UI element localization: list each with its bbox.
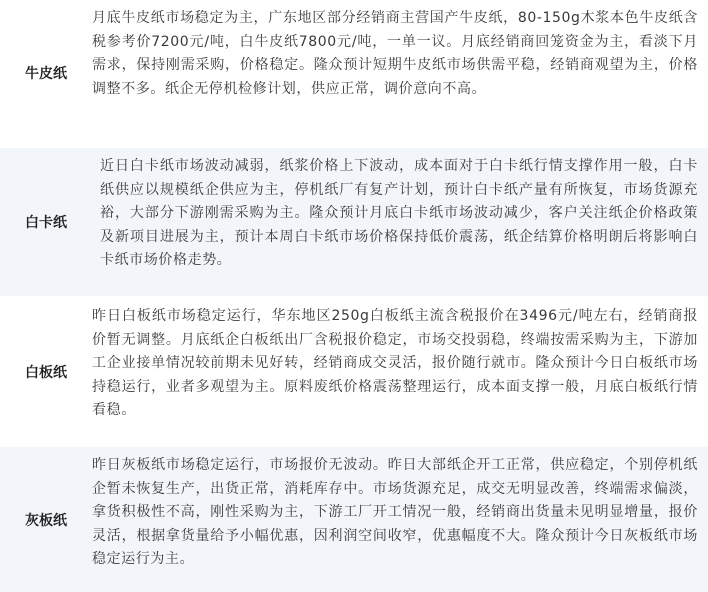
- row-text: 近日白卡纸市场波动减弱，纸浆价格上下波动，成本面对于白卡纸行情支撑作用一般，白卡纸供应以规模纸企供应为主，停机纸厂有复产计划，预计白卡纸产量有所恢复，市场货源充裕，大部分下游刚需采购为主。隆众预计月底白卡纸市场波动减少，客户关注纸企价格政策及新项目进展为主，预计本周白卡纸市场价格保持低价震荡，纸企结算价格明朗后将影响白卡纸市场价格走势。: [100, 158, 698, 269]
- row-label: 灰板纸: [25, 512, 67, 529]
- table-row-gray-board-paper: [0, 447, 708, 592]
- row-text: 月底牛皮纸市场稳定为主，广东地区部分经销商主营国产牛皮纸，80-150g木浆本色牛皮纸含税参考价7200元/吨，白牛皮纸7800元/吨，一单一议。月底经销商回笼资金为主，看淡下月需求，保持刚需采购，价格稳定。隆众预计短期牛皮纸市场供需平稳，经销商观望为主，价格调整不多。纸企无停机检修计划，供应正常，调价意向不高。: [92, 10, 698, 97]
- row-label: 牛皮纸: [25, 66, 67, 82]
- row-text: 昨日白板纸市场稳定运行，华东地区250g白板纸主流含税报价在3496元/吨左右，经销商报价暂无调整。月底纸企白板纸出厂含税报价稳定，市场交投弱稳，终端按需采购为主，下游加工企业接单情况较前期未见好转，经销商成交灵活，报价随行就市。隆众预计今日白板纸市场持稳运行，业者多观望为主。原料废纸价格震荡整理运行，成本面支撑一般，月底白板纸行情看稳。: [92, 308, 698, 419]
- row-text: 昨日灰板纸市场稳定运行，市场报价无波动。昨日大部纸企开工正常，供应稳定，个别停机纸企暂未恢复生产，出货正常，消耗库存中。市场货源充足，成交无明显改善，终端需求偏淡，拿货积极性不高，刚性采购为主，下游工厂开工情况一般，经销商出货量未见明显增量，报价灵活，根据拿货量给予小幅优惠，因利润空间收窄，优惠幅度不大。隆众预计今日灰板纸市场稳定运行为主。: [92, 457, 698, 568]
- row-label: 白板纸: [25, 364, 67, 381]
- table-row-white-board-paper: [0, 298, 708, 447]
- table-row-white-card-paper: [0, 148, 708, 298]
- row-label: 白卡纸: [25, 215, 67, 231]
- table-row-kraft-paper: [0, 0, 708, 148]
